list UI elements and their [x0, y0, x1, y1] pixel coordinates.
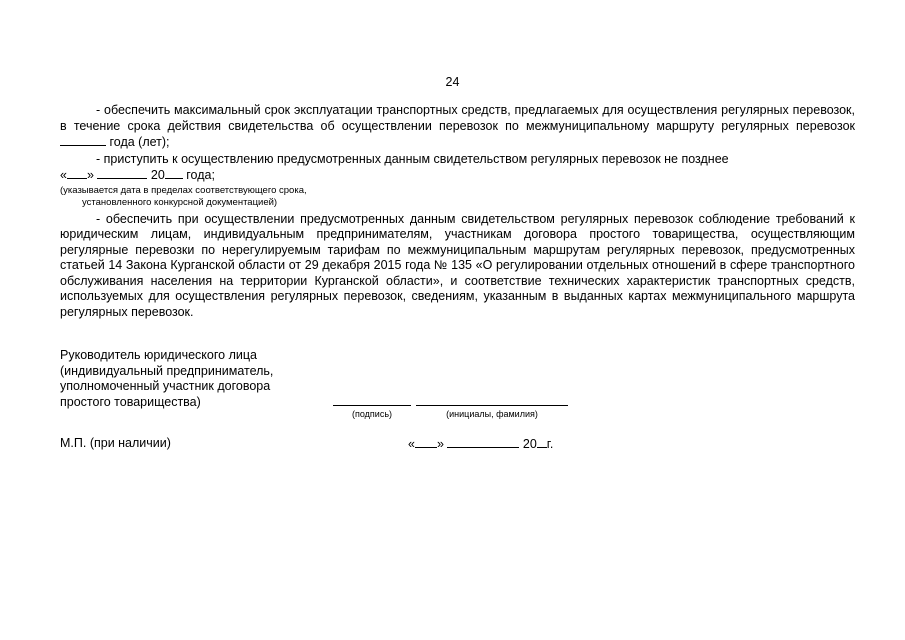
initials-line — [416, 405, 568, 406]
paragraph-text: - обеспечить при осуществлении предусмотренных данным свидетельством регулярных перевозок соблюдение требований к юридическим лицам, индивидуальным предпринимателям, участникам договора простого товарищества, осуществляющим регулярные перевозки по нерегулируемым тарифам по межмуниципальным маршрутам регулярных перевозок, предусмотренных статьей 14 Закона Курганской области от 29 декабря 2015 года № 135 «О регулировании отдельных отношений в сфере транспортного обслуживания населения на территории Курганской области», и соответствие технических характеристик транспортных средств, используемых для осуществления регулярных перевозок, сведениям, указанным в выданных картах межмуниципального маршрута регулярных перевозок. — [60, 211, 855, 319]
seal-label: М.П. (при наличии) — [60, 436, 171, 450]
blank-year-field — [537, 436, 547, 448]
signer-line: (индивидуальный предприниматель, — [60, 363, 274, 378]
date-open-quote: « — [60, 168, 67, 182]
date-close-quote: » — [436, 437, 444, 451]
blank-day-field — [67, 167, 87, 179]
signer-line: уполномоченный участник договора — [60, 379, 271, 393]
year-suffix: г. — [546, 437, 554, 451]
blank-years-field — [60, 134, 106, 146]
note-line: (указывается дата в пределах соответствующего срока, — [60, 184, 307, 196]
blank-month-field — [97, 167, 147, 179]
start-date-line — [60, 167, 855, 184]
blank-month-field — [447, 436, 519, 448]
paragraph-text: - приступить к осуществлению предусмотренных данным свидетельством регулярных перевозок не позднее — [96, 151, 729, 166]
date-close-quote: » — [86, 168, 94, 182]
signer-line: Руководитель юридического лица — [60, 348, 257, 362]
paragraph-text: - обеспечить максимальный срок эксплуатации транспортных средств, предлагаемых для осуществления регулярных перевозок, в течение срока действия свидетельства об осуществлении перевозок по межмуниципальному маршруту регулярных перевозок — [60, 103, 855, 133]
signature-line — [333, 405, 411, 406]
year-prefix: 20 — [522, 437, 537, 451]
paragraph-end: года (лет); — [109, 135, 170, 149]
blank-year-field — [165, 167, 183, 179]
signature-date-line — [408, 436, 553, 451]
paragraph-vehicle-lifetime — [60, 103, 855, 151]
date-note — [60, 185, 855, 209]
signature-caption: (подпись) — [351, 409, 393, 419]
date-open-quote: « — [408, 437, 415, 451]
year-prefix: 20 — [150, 168, 165, 182]
paragraph-end: года; — [186, 168, 215, 182]
signer-title — [60, 348, 320, 410]
signer-line: простого товарищества) — [60, 394, 201, 409]
paragraph-start-date — [60, 152, 855, 168]
note-line: установленного конкурсной документацией) — [82, 196, 278, 208]
paragraph-requirements — [60, 212, 855, 321]
page-number: 24 — [445, 75, 460, 89]
blank-day-field — [415, 436, 437, 448]
document-body — [60, 103, 855, 320]
initials-caption: (инициалы, фамилия) — [446, 409, 538, 419]
